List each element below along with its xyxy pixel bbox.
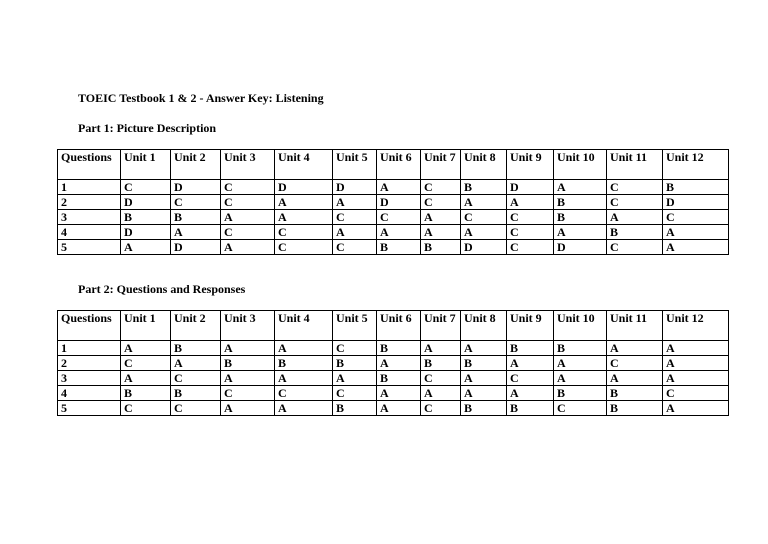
column-header: Unit 4 <box>275 150 333 180</box>
answer-cell: C <box>333 341 377 356</box>
answer-cell: C <box>607 195 663 210</box>
column-header: Unit 6 <box>377 311 421 341</box>
answer-cell: A <box>663 401 729 416</box>
column-header: Unit 8 <box>461 150 507 180</box>
answer-cell: B <box>461 356 507 371</box>
answer-cell: B <box>275 356 333 371</box>
answer-cell: A <box>421 210 461 225</box>
column-header: Unit 3 <box>221 311 275 341</box>
table-row <box>58 195 729 210</box>
answer-cell: A <box>663 240 729 255</box>
answer-cell: B <box>421 356 461 371</box>
question-number: 2 <box>58 356 121 371</box>
answer-cell: B <box>171 341 221 356</box>
answer-cell: C <box>507 371 554 386</box>
answer-cell: D <box>377 195 421 210</box>
column-header: Unit 11 <box>607 150 663 180</box>
column-header: Unit 9 <box>507 311 554 341</box>
answer-cell: B <box>663 180 729 195</box>
answer-cell: A <box>663 225 729 240</box>
column-header: Unit 11 <box>607 311 663 341</box>
answer-cell: C <box>171 401 221 416</box>
answer-cell: C <box>461 210 507 225</box>
answer-cell: D <box>333 180 377 195</box>
answer-cell: B <box>554 195 607 210</box>
answer-cell: C <box>663 386 729 401</box>
answer-cell: B <box>377 371 421 386</box>
answer-cell: C <box>221 195 275 210</box>
column-header: Unit 9 <box>507 150 554 180</box>
answer-cell: A <box>275 401 333 416</box>
answer-cell: B <box>554 210 607 225</box>
answer-cell: B <box>607 225 663 240</box>
answer-cell: A <box>554 180 607 195</box>
part2-answer-table <box>57 310 729 416</box>
answer-cell: C <box>121 356 171 371</box>
answer-cell: D <box>275 180 333 195</box>
answer-cell: C <box>333 210 377 225</box>
column-header: Unit 3 <box>221 150 275 180</box>
answer-cell: A <box>663 341 729 356</box>
document-title: TOEIC Testbook 1 & 2 - Answer Key: Listening <box>78 91 324 105</box>
answer-cell: C <box>275 225 333 240</box>
answer-cell: C <box>333 386 377 401</box>
answer-cell: C <box>421 401 461 416</box>
answer-cell: A <box>275 371 333 386</box>
table-row <box>58 240 729 255</box>
answer-cell: B <box>554 341 607 356</box>
answer-cell: C <box>507 225 554 240</box>
table-row <box>58 401 729 416</box>
answer-cell: A <box>663 356 729 371</box>
answer-cell: B <box>377 240 421 255</box>
answer-cell: A <box>121 341 171 356</box>
column-header: Unit 6 <box>377 150 421 180</box>
answer-cell: A <box>507 386 554 401</box>
column-header: Unit 7 <box>421 311 461 341</box>
answer-cell: C <box>554 401 607 416</box>
answer-cell: A <box>554 225 607 240</box>
column-header: Questions <box>58 150 121 180</box>
column-header: Unit 7 <box>421 150 461 180</box>
question-number: 4 <box>58 225 121 240</box>
answer-cell: C <box>121 401 171 416</box>
column-header: Unit 2 <box>171 150 221 180</box>
answer-cell: B <box>554 386 607 401</box>
answer-cell: C <box>507 210 554 225</box>
column-header: Unit 1 <box>121 150 171 180</box>
answer-cell: A <box>421 225 461 240</box>
answer-cell: C <box>221 180 275 195</box>
answer-cell: A <box>421 341 461 356</box>
answer-cell: D <box>171 240 221 255</box>
answer-cell: D <box>171 180 221 195</box>
answer-cell: A <box>121 371 171 386</box>
answer-cell: C <box>607 240 663 255</box>
answer-cell: C <box>221 386 275 401</box>
answer-cell: A <box>333 195 377 210</box>
answer-cell: A <box>275 195 333 210</box>
answer-cell: A <box>554 371 607 386</box>
answer-cell: A <box>377 180 421 195</box>
answer-cell: D <box>554 240 607 255</box>
answer-cell: B <box>221 356 275 371</box>
answer-cell: A <box>607 371 663 386</box>
answer-cell: D <box>121 225 171 240</box>
answer-cell: A <box>221 371 275 386</box>
answer-cell: A <box>461 225 507 240</box>
answer-cell: A <box>275 341 333 356</box>
question-number: 3 <box>58 371 121 386</box>
answer-cell: B <box>461 180 507 195</box>
answer-cell: A <box>171 356 221 371</box>
part1-heading: Part 1: Picture Description <box>78 121 217 135</box>
answer-cell: A <box>421 386 461 401</box>
answer-cell: C <box>275 386 333 401</box>
column-header: Unit 12 <box>663 311 729 341</box>
answer-cell: A <box>377 225 421 240</box>
table-row <box>58 356 729 371</box>
part1-answer-table <box>57 149 729 255</box>
table-row <box>58 180 729 195</box>
part2-heading: Part 2: Questions and Responses <box>78 282 246 296</box>
answer-cell: A <box>333 225 377 240</box>
table-row <box>58 371 729 386</box>
answer-cell: A <box>221 240 275 255</box>
answer-cell: A <box>607 341 663 356</box>
answer-cell: B <box>121 386 171 401</box>
answer-cell: B <box>171 386 221 401</box>
answer-cell: C <box>421 195 461 210</box>
answer-cell: C <box>607 356 663 371</box>
table-row <box>58 210 729 225</box>
answer-cell: A <box>333 371 377 386</box>
answer-cell: A <box>377 386 421 401</box>
answer-cell: A <box>121 240 171 255</box>
table-row <box>58 386 729 401</box>
answer-cell: B <box>607 401 663 416</box>
answer-cell: A <box>377 356 421 371</box>
question-number: 2 <box>58 195 121 210</box>
answer-cell: D <box>507 180 554 195</box>
column-header: Unit 1 <box>121 311 171 341</box>
answer-cell: A <box>554 356 607 371</box>
answer-cell: C <box>121 180 171 195</box>
question-number: 5 <box>58 240 121 255</box>
answer-cell: A <box>507 195 554 210</box>
table-header-row <box>58 150 729 180</box>
question-number: 1 <box>58 341 121 356</box>
answer-cell: A <box>461 371 507 386</box>
question-number: 5 <box>58 401 121 416</box>
question-number: 4 <box>58 386 121 401</box>
answer-cell: D <box>663 195 729 210</box>
table-row <box>58 341 729 356</box>
column-header: Unit 5 <box>333 311 377 341</box>
answer-cell: C <box>421 180 461 195</box>
answer-cell: A <box>377 401 421 416</box>
answer-cell: C <box>377 210 421 225</box>
column-header: Questions <box>58 311 121 341</box>
answer-cell: B <box>607 386 663 401</box>
answer-cell: A <box>607 210 663 225</box>
answer-cell: A <box>171 225 221 240</box>
answer-cell: C <box>171 195 221 210</box>
column-header: Unit 10 <box>554 150 607 180</box>
answer-cell: C <box>507 240 554 255</box>
answer-cell: C <box>275 240 333 255</box>
answer-cell: A <box>507 356 554 371</box>
answer-cell: A <box>663 371 729 386</box>
column-header: Unit 8 <box>461 311 507 341</box>
column-header: Unit 5 <box>333 150 377 180</box>
answer-cell: B <box>121 210 171 225</box>
answer-cell: A <box>221 401 275 416</box>
answer-cell: B <box>507 401 554 416</box>
answer-cell: C <box>421 371 461 386</box>
table-row <box>58 225 729 240</box>
column-header: Unit 4 <box>275 311 333 341</box>
answer-cell: B <box>171 210 221 225</box>
answer-cell: C <box>663 210 729 225</box>
answer-cell: B <box>333 356 377 371</box>
question-number: 1 <box>58 180 121 195</box>
answer-cell: D <box>121 195 171 210</box>
answer-cell: B <box>507 341 554 356</box>
answer-cell: C <box>171 371 221 386</box>
answer-cell: B <box>461 401 507 416</box>
answer-cell: B <box>421 240 461 255</box>
answer-cell: A <box>221 210 275 225</box>
answer-cell: C <box>221 225 275 240</box>
question-number: 3 <box>58 210 121 225</box>
column-header: Unit 2 <box>171 311 221 341</box>
answer-cell: A <box>461 341 507 356</box>
answer-cell: C <box>607 180 663 195</box>
answer-cell: C <box>333 240 377 255</box>
answer-cell: A <box>221 341 275 356</box>
answer-cell: D <box>461 240 507 255</box>
table-header-row <box>58 311 729 341</box>
answer-cell: A <box>275 210 333 225</box>
answer-cell: A <box>461 386 507 401</box>
column-header: Unit 12 <box>663 150 729 180</box>
column-header: Unit 10 <box>554 311 607 341</box>
answer-cell: B <box>333 401 377 416</box>
answer-cell: A <box>461 195 507 210</box>
answer-cell: B <box>377 341 421 356</box>
